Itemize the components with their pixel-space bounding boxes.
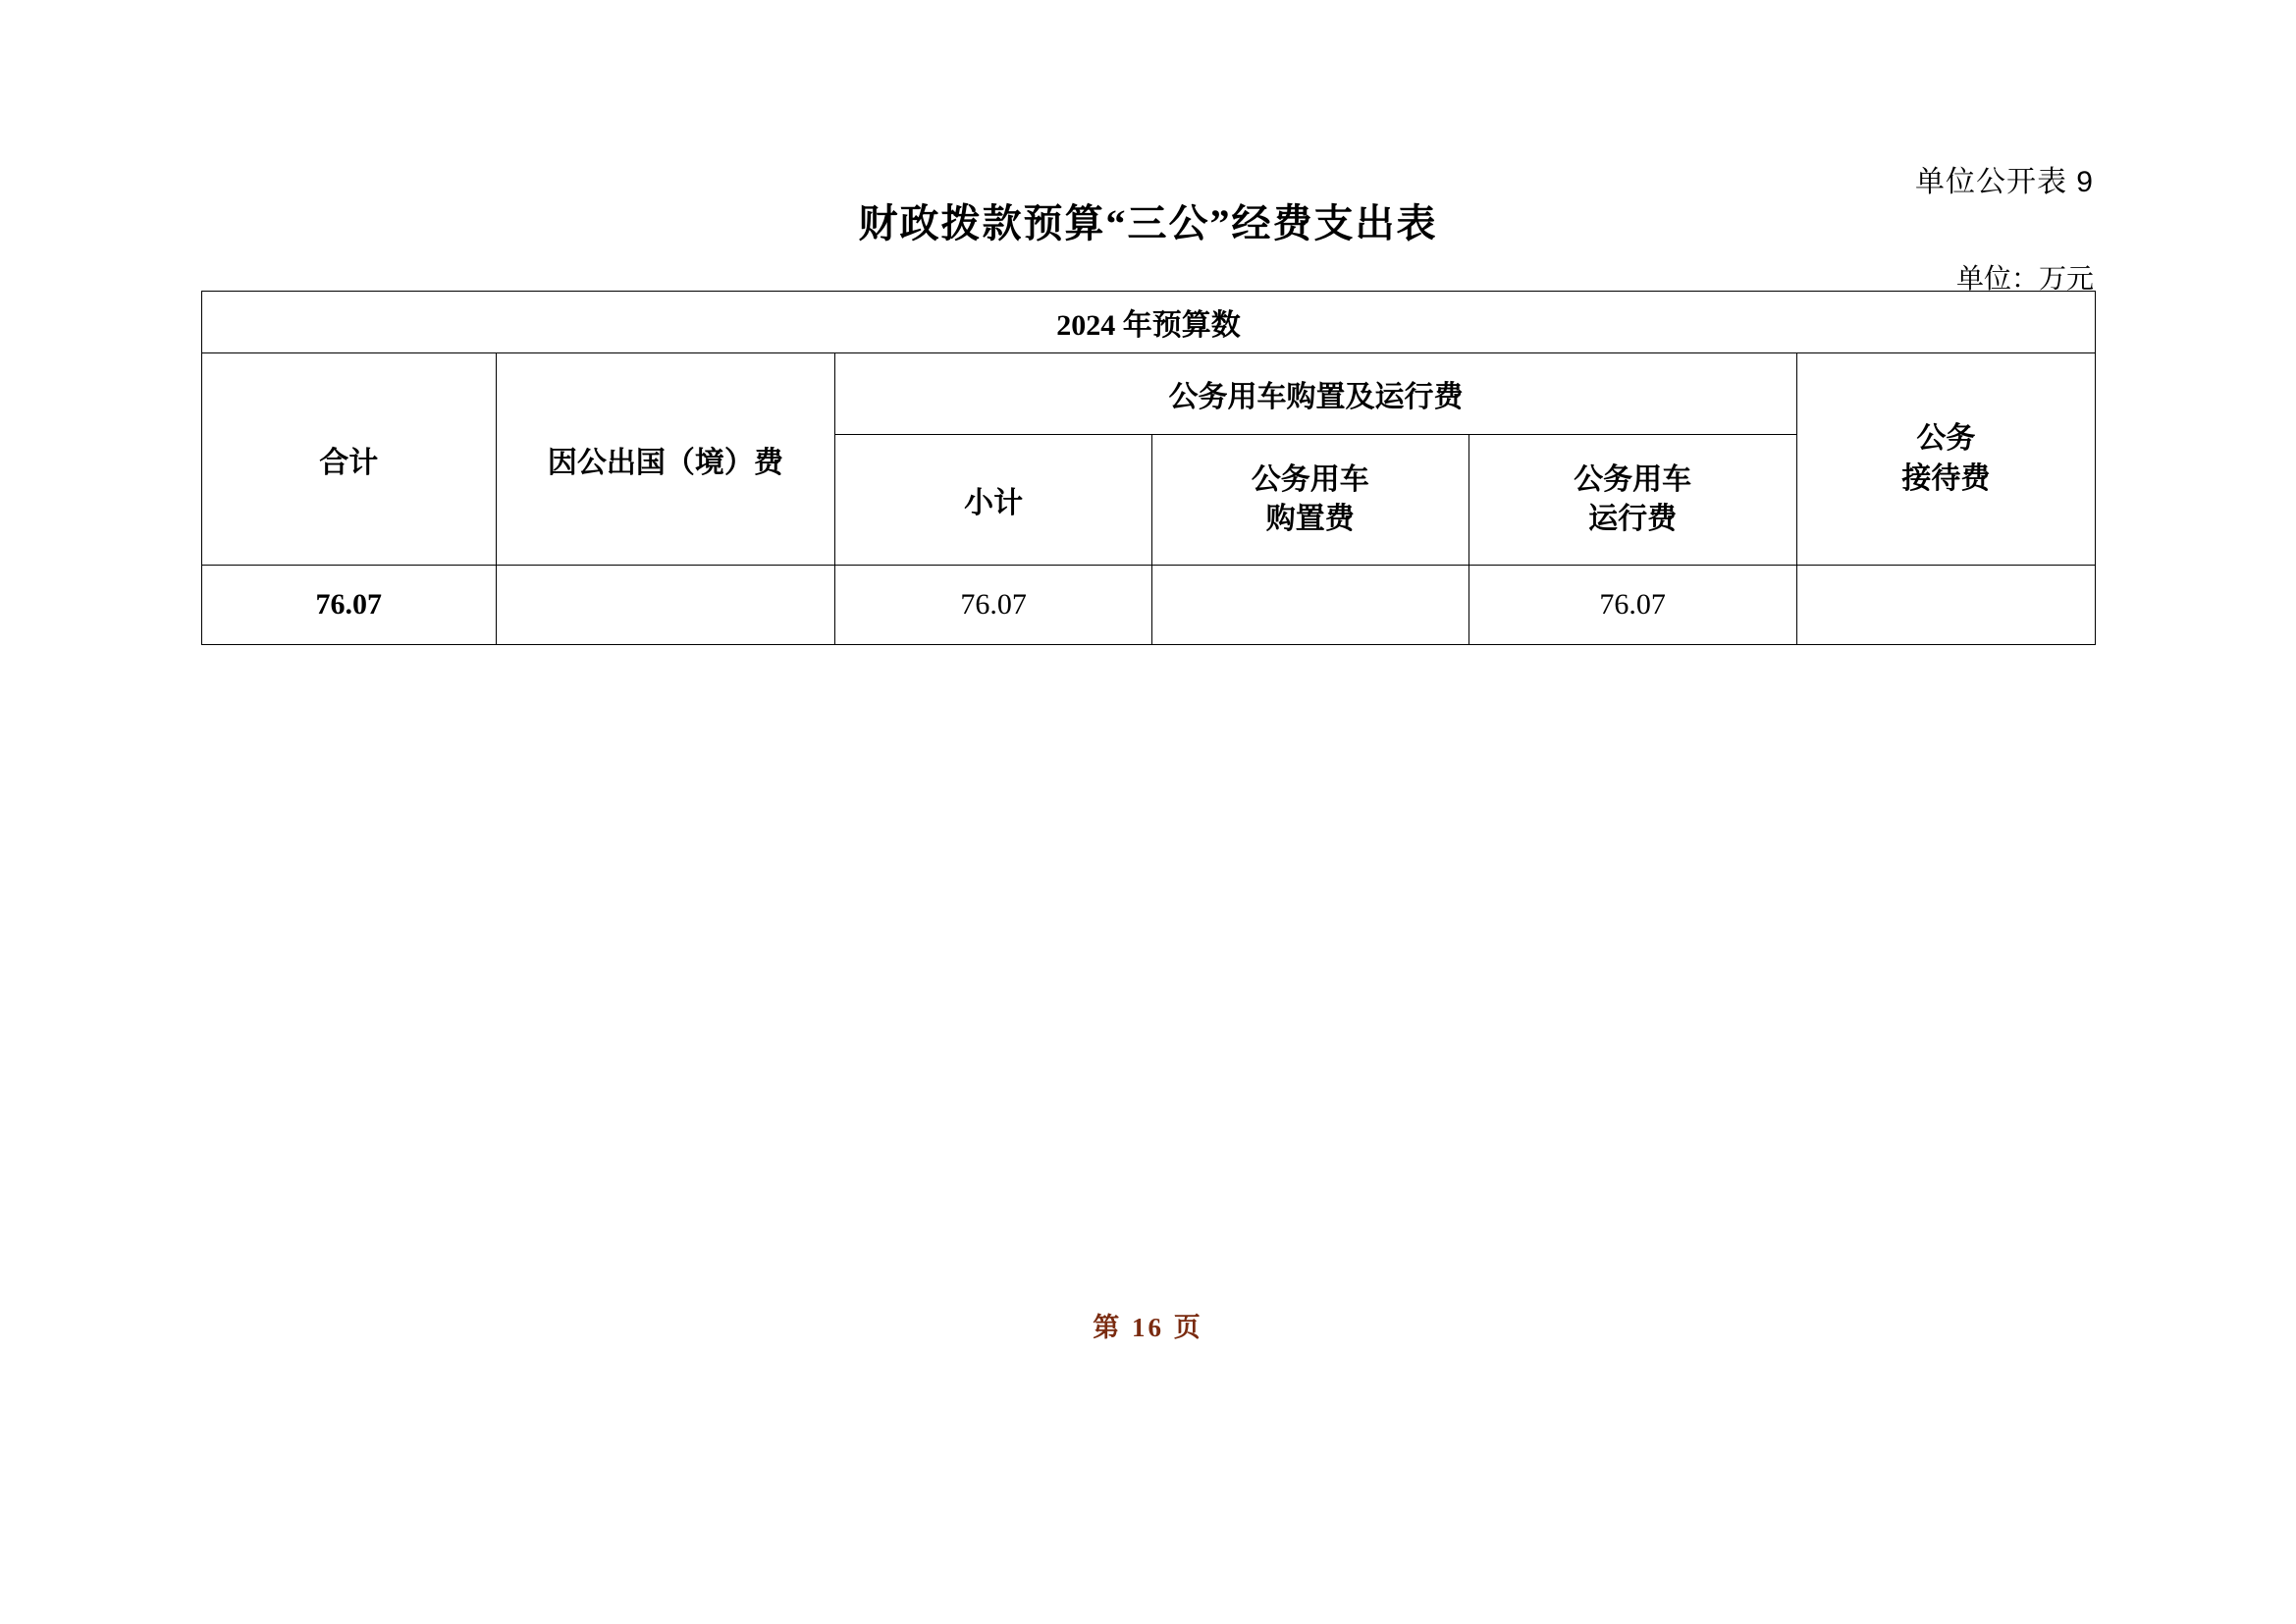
table-row bbox=[202, 566, 2096, 645]
column-header-vehicle-operation-line1: 公务用车 bbox=[1574, 462, 1692, 496]
group-header-cell: 2024 年预算数 bbox=[202, 292, 2096, 353]
column-header-vehicle-purchase bbox=[1151, 435, 1468, 566]
column-header-vehicle-subtotal: 小计 bbox=[835, 435, 1152, 566]
cell-vehicle-purchase bbox=[1151, 566, 1468, 645]
column-header-vehicle-operation-line2: 运行费 bbox=[1588, 503, 1678, 535]
cell-vehicle-operation: 76.07 bbox=[1468, 566, 1796, 645]
cell-total: 76.07 bbox=[202, 566, 497, 645]
column-header-reception-line1: 公务 bbox=[1916, 422, 1976, 455]
budget-table bbox=[201, 291, 2096, 645]
table-header-row-1 bbox=[202, 353, 2096, 435]
cell-abroad bbox=[496, 566, 835, 645]
column-header-vehicle-operation bbox=[1468, 435, 1796, 566]
column-header-abroad: 因公出国（境）费 bbox=[496, 353, 835, 566]
table-group-header-row bbox=[202, 292, 2096, 353]
column-header-vehicle-purchase-line2: 购置费 bbox=[1265, 503, 1355, 535]
cell-vehicle-subtotal: 76.07 bbox=[835, 566, 1152, 645]
column-header-reception bbox=[1796, 353, 2095, 566]
cell-reception bbox=[1796, 566, 2095, 645]
column-header-total: 合计 bbox=[202, 353, 497, 566]
column-header-vehicle-group: 公务用车购置及运行费 bbox=[835, 353, 1796, 435]
form-number-label: 单位公开表 9 bbox=[1914, 166, 2094, 198]
page-footer: 第 16 页 bbox=[1093, 1313, 1203, 1342]
unit-note: 单位：万元 bbox=[1955, 264, 2094, 295]
column-header-vehicle-purchase-line1: 公务用车 bbox=[1251, 462, 1369, 496]
page-title: 财政拨款预算“三公”经费支出表 bbox=[858, 201, 1438, 245]
column-header-reception-line2: 接待费 bbox=[1901, 461, 1991, 495]
